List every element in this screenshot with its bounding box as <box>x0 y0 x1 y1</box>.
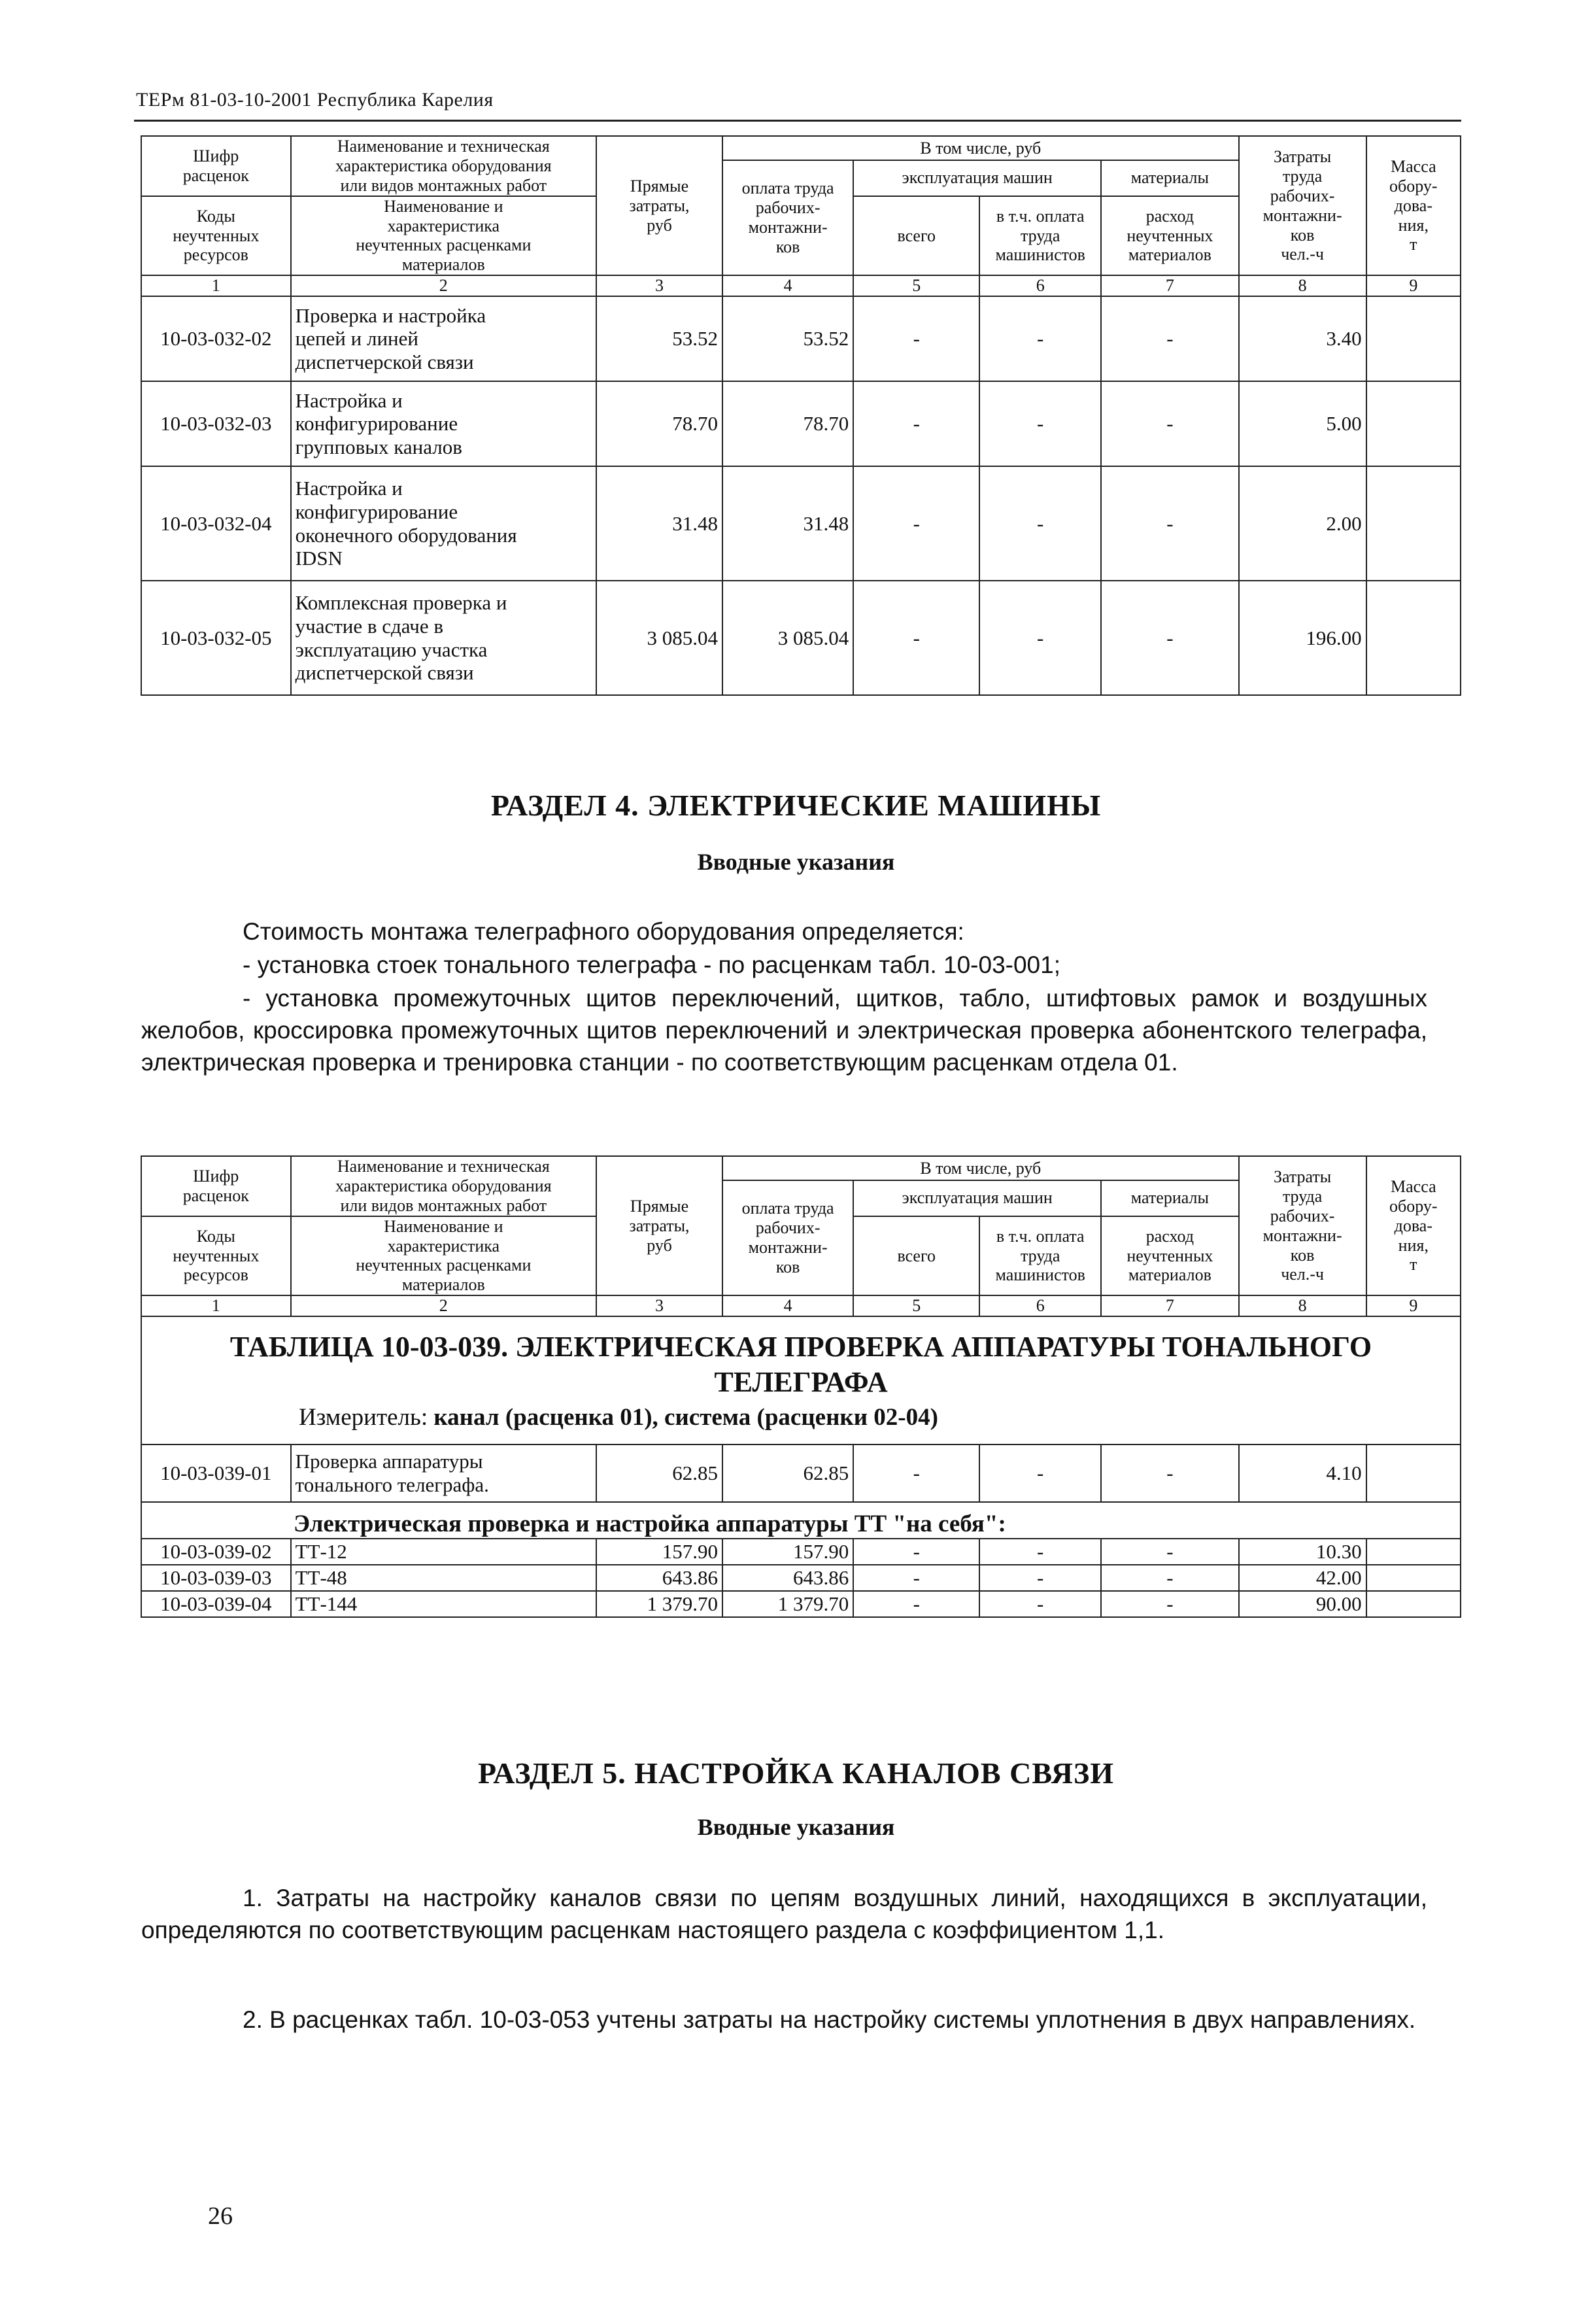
machinists-pay-cell: - <box>979 1444 1101 1502</box>
labor-hours-cell: 196.00 <box>1239 581 1366 695</box>
text-line: Коды <box>196 206 235 226</box>
table-row <box>141 1565 1461 1591</box>
text-line: Шифр <box>193 146 239 165</box>
table-title-block <box>141 1316 1461 1444</box>
direct-cost-cell: 78.70 <box>596 381 722 466</box>
section4-title: РАЗДЕЛ 4. ЭЛЕКТРИЧЕСКИЕ МАШИНЫ <box>490 789 1102 822</box>
materials-cell: - <box>1101 581 1238 695</box>
text-line: характеристика оборудования <box>335 156 552 175</box>
header-mass-cell <box>1366 136 1461 275</box>
column-number: 7 <box>1101 275 1238 296</box>
text-line: неучтенных <box>173 226 260 245</box>
header-materials-cell: материалы <box>1101 1180 1238 1216</box>
header-unaccounted-cell <box>1101 196 1238 276</box>
direct-cost-cell: 62.85 <box>596 1444 722 1502</box>
mass-cell <box>1366 1591 1461 1617</box>
text-line: в т.ч. оплата <box>996 1226 1085 1246</box>
text-line: неучтенных <box>1126 1246 1213 1265</box>
text-line: машинистов <box>995 1265 1085 1285</box>
text-line: монтажни- <box>748 218 828 237</box>
direct-cost-cell: 31.48 <box>596 466 722 581</box>
meter-value: канал (расценка 01), система (расценки 02-04) <box>433 1403 938 1431</box>
text-line: ков <box>775 1257 800 1276</box>
machines-total-cell: - <box>853 466 979 581</box>
text-line: Затраты <box>1273 146 1332 166</box>
header-machines-total-cell: всего <box>853 196 979 276</box>
machinists-pay-cell: - <box>979 1591 1101 1617</box>
text-line: руб <box>647 215 672 235</box>
machines-total-cell: - <box>853 1539 979 1565</box>
text-line: Наименование и техническая <box>337 137 550 156</box>
text-line: монтажни- <box>1262 205 1342 225</box>
text-line: машинистов <box>995 245 1085 265</box>
column-number: 6 <box>979 1295 1101 1316</box>
labor-cost-cell: 643.86 <box>722 1565 853 1591</box>
table-row <box>141 1591 1461 1617</box>
text-line: материалов <box>401 255 485 275</box>
labor-cost-cell: 62.85 <box>722 1444 853 1502</box>
header-machinists-cell <box>979 196 1101 276</box>
machines-total-cell: - <box>853 381 979 466</box>
labor-hours-cell: 3.40 <box>1239 296 1366 381</box>
text-line: расход <box>1145 206 1194 226</box>
column-number: 2 <box>291 275 596 296</box>
text-line: т <box>1410 1255 1417 1274</box>
column-number: 8 <box>1239 1295 1366 1316</box>
machinists-pay-cell: - <box>979 466 1101 581</box>
column-number: 2 <box>291 1295 596 1316</box>
labor-cost-cell: 78.70 <box>722 381 853 466</box>
table-body <box>141 1539 1461 1617</box>
labor-hours-cell: 5.00 <box>1239 381 1366 466</box>
header-machinists-cell <box>979 1216 1101 1296</box>
header-codes-cell <box>141 1216 291 1296</box>
materials-cell: - <box>1101 381 1238 466</box>
labor-hours-cell: 42.00 <box>1239 1565 1366 1591</box>
text-line: Наименование и техническая <box>337 1157 550 1176</box>
text-line: неучтенных <box>173 1246 260 1265</box>
text-line: Комплексная проверка и <box>295 591 507 615</box>
labor-cost-cell: 1 379.70 <box>722 1591 853 1617</box>
text-line: Затраты <box>1273 1167 1332 1186</box>
machines-total-cell: - <box>853 1591 979 1617</box>
section5-paragraph-2: 2. В расценках табл. 10-03-053 учтены затраты на настройку системы уплотнения в двух направлениях. <box>243 2006 1416 2033</box>
text-line: тонального телеграфа. <box>295 1473 489 1497</box>
text-line: рабочих- <box>755 198 821 218</box>
header-materials-name-cell <box>291 196 596 276</box>
column-number: 8 <box>1239 275 1366 296</box>
text-line: или видов монтажных работ <box>340 1195 547 1215</box>
mass-cell <box>1366 296 1461 381</box>
header-labor-cell <box>722 160 853 275</box>
column-number: 7 <box>1101 1295 1238 1316</box>
text-line: обору- <box>1389 1196 1438 1216</box>
text-line: Прямые <box>630 1196 689 1216</box>
labor-cost-cell: 3 085.04 <box>722 581 853 695</box>
text-line: рабочих- <box>755 1218 821 1238</box>
direct-cost-cell: 3 085.04 <box>596 581 722 695</box>
text-line: диспетчерской связи <box>295 661 474 685</box>
mass-cell <box>1366 581 1461 695</box>
text-line: оплата труда <box>741 1199 834 1218</box>
header-group-cell: В том числе, руб <box>722 136 1239 160</box>
work-name-cell: ТТ-144 <box>291 1591 596 1617</box>
machinists-pay-cell: - <box>979 1539 1101 1565</box>
text-line: в т.ч. оплата <box>996 206 1085 226</box>
text-line: материалов <box>1128 1265 1211 1285</box>
rates-table-039 <box>141 1155 1461 1618</box>
column-number: 5 <box>853 275 979 296</box>
text-line: Проверка и настройка <box>295 303 486 327</box>
text-line: расход <box>1145 1226 1194 1246</box>
text-line: ков <box>775 237 800 256</box>
table-header <box>141 136 1461 296</box>
text-line: оконечного оборудования <box>295 523 517 547</box>
machines-total-cell: - <box>853 1565 979 1591</box>
text-line: затраты, <box>629 196 690 215</box>
meter-line <box>155 1404 1447 1432</box>
text-line: труда <box>1020 1246 1060 1265</box>
machines-total-cell: - <box>853 296 979 381</box>
text-line: Проверка аппаратуры <box>295 1450 483 1473</box>
section4-paragraph-1: Стоимость монтажа телеграфного оборудования определяется: <box>243 918 964 945</box>
meter-label: Измеритель: <box>299 1403 428 1431</box>
text-line: ния, <box>1398 1235 1429 1255</box>
machinists-pay-cell: - <box>979 296 1101 381</box>
labor-hours-cell: 2.00 <box>1239 466 1366 581</box>
materials-cell: - <box>1101 466 1238 581</box>
rate-code-cell: 10-03-032-02 <box>141 296 291 381</box>
table-row <box>141 1539 1461 1565</box>
header-direct-cell <box>596 136 722 275</box>
text-line: рабочих- <box>1270 186 1335 205</box>
text-line: Коды <box>196 1226 235 1246</box>
materials-cell: - <box>1101 1539 1238 1565</box>
materials-cell: - <box>1101 296 1238 381</box>
text-line: Наименование и <box>384 196 503 216</box>
labor-hours-cell: 90.00 <box>1239 1591 1366 1617</box>
rates-table-032 <box>141 135 1461 696</box>
labor-hours-cell: 10.30 <box>1239 1539 1366 1565</box>
direct-cost-cell: 643.86 <box>596 1565 722 1591</box>
text-line: материалов <box>401 1275 485 1295</box>
header-machines-cell: эксплуатация машин <box>853 1180 1101 1216</box>
text-line: Настройка и <box>295 477 403 500</box>
table-row <box>141 381 1461 466</box>
table-row <box>141 1444 1461 1502</box>
header-machines-cell: эксплуатация машин <box>853 160 1101 196</box>
header-materials-name-cell <box>291 1216 596 1296</box>
header-direct-cell <box>596 1156 722 1295</box>
direct-cost-cell: 157.90 <box>596 1539 722 1565</box>
section4-paragraph-2: - установка стоек тонального телеграфа - по расценкам табл. 10-03-001; <box>243 951 1060 978</box>
header-code-cell <box>141 136 291 196</box>
machinists-pay-cell: - <box>979 581 1101 695</box>
table-title-line-1: ТАБЛИЦА 10-03-039. ЭЛЕКТРИЧЕСКАЯ ПРОВЕРКА АППАРАТУРЫ ТОНАЛЬНОГО <box>229 1330 1372 1363</box>
text-line: монтажни- <box>748 1238 828 1257</box>
rate-code-cell: 10-03-032-05 <box>141 581 291 695</box>
text-line: руб <box>647 1235 672 1255</box>
work-name-cell <box>291 581 596 695</box>
text-line: затраты, <box>629 1216 690 1235</box>
labor-cost-cell: 31.48 <box>722 466 853 581</box>
text-line: конфигурирование <box>295 412 458 436</box>
labor-cost-cell: 157.90 <box>722 1539 853 1565</box>
text-line: конфигурирование <box>295 500 458 523</box>
direct-cost-cell: 1 379.70 <box>596 1591 722 1617</box>
header-mass-cell <box>1366 1156 1461 1295</box>
text-line: характеристика <box>387 216 500 235</box>
subheading: Электрическая проверка и настройка аппаратуры ТТ "на себя": <box>294 1510 1006 1537</box>
column-number: 5 <box>853 1295 979 1316</box>
section5-subtitle: Вводные указания <box>697 1814 895 1840</box>
work-name-cell <box>291 296 596 381</box>
column-number: 3 <box>596 1295 722 1316</box>
column-number: 4 <box>722 275 853 296</box>
table-row <box>141 296 1461 381</box>
column-number: 1 <box>141 275 291 296</box>
work-name-cell <box>291 466 596 581</box>
column-number: 6 <box>979 275 1101 296</box>
table-row <box>141 466 1461 581</box>
header-labor-hours-cell <box>1239 1156 1366 1295</box>
rate-code-cell: 10-03-039-02 <box>141 1539 291 1565</box>
text-line: обору- <box>1389 176 1438 196</box>
text-line: ков <box>1290 1245 1315 1265</box>
header-materials-cell: материалы <box>1101 160 1238 196</box>
mass-cell <box>1366 381 1461 466</box>
header-codes-cell <box>141 196 291 276</box>
text-line: чел.-ч <box>1281 245 1325 264</box>
section5-title: РАЗДЕЛ 5. НАСТРОЙКА КАНАЛОВ СВЯЗИ <box>477 1756 1115 1790</box>
text-line: неучтенных <box>1126 226 1213 245</box>
text-line: ресурсов <box>183 245 248 265</box>
header-name-cell <box>291 1156 596 1216</box>
mass-cell <box>1366 1444 1461 1502</box>
text-line: характеристика <box>387 1236 500 1256</box>
table-header <box>141 1156 1461 1316</box>
text-line: Наименование и <box>384 1216 503 1236</box>
text-line: неучтенных расценками <box>356 235 532 255</box>
rate-code-cell: 10-03-032-04 <box>141 466 291 581</box>
text-line: Настройка и <box>295 388 403 412</box>
work-name-cell <box>291 381 596 466</box>
text-line: рабочих- <box>1270 1206 1335 1225</box>
table-row <box>141 581 1461 695</box>
machinists-pay-cell: - <box>979 381 1101 466</box>
machines-total-cell: - <box>853 581 979 695</box>
text-line: труда <box>1282 1186 1323 1206</box>
column-number: 4 <box>722 1295 853 1316</box>
header-labor-hours-cell <box>1239 136 1366 275</box>
text-line: материалов <box>1128 245 1211 265</box>
text-line: ния, <box>1398 215 1429 235</box>
header-machines-total-cell: всего <box>853 1216 979 1296</box>
subheading-block <box>141 1502 1461 1539</box>
text-line: Прямые <box>630 176 689 196</box>
section5-paragraph-1: 1. Затраты на настройку каналов связи по цепям воздушных линий, находящихся в эксплуатации, определяются по соответствующим расценкам настоящего раздела с коэффициентом 1,1. <box>141 1885 1427 1943</box>
mass-cell <box>1366 1565 1461 1591</box>
text-line: т <box>1410 235 1417 254</box>
header-code-cell <box>141 1156 291 1216</box>
column-number: 9 <box>1366 275 1461 296</box>
page-number: 26 <box>208 2202 233 2230</box>
text-line: монтажни- <box>1262 1225 1342 1245</box>
text-line: неучтенных расценками <box>356 1256 532 1275</box>
table-title-line-2: ТЕЛЕГРАФА <box>714 1365 888 1398</box>
machines-total-cell: - <box>853 1444 979 1502</box>
text-line: ков <box>1290 225 1315 245</box>
mass-cell <box>1366 466 1461 581</box>
labor-cost-cell: 53.52 <box>722 296 853 381</box>
text-line: труда <box>1020 226 1060 245</box>
text-line: или видов монтажных работ <box>340 175 547 195</box>
header-labor-cell <box>722 1180 853 1295</box>
labor-hours-cell: 4.10 <box>1239 1444 1366 1502</box>
text-line: Шифр <box>193 1166 239 1186</box>
text-line: диспетчерской связи <box>295 350 474 373</box>
section4-paragraph-3: - установка промежуточных щитов переключений, щитков, табло, штифтовых рамок и воздушных желобов, кроссировка промежуточных щитов переключений и электрическая проверка абонентского телеграфа, электрическая проверка и тренировка станции - по соответствующим расценкам отдела 01. <box>141 985 1427 1076</box>
header-unaccounted-cell <box>1101 1216 1238 1296</box>
text-line: расценок <box>182 1186 249 1205</box>
rate-code-cell: 10-03-039-01 <box>141 1444 291 1502</box>
text-line: характеристика оборудования <box>335 1176 552 1195</box>
rate-code-cell: 10-03-039-03 <box>141 1565 291 1591</box>
column-number: 3 <box>596 275 722 296</box>
header-rule <box>134 120 1461 122</box>
text-line: Масса <box>1391 156 1436 176</box>
text-line: оплата труда <box>741 179 834 198</box>
text-line: чел.-ч <box>1281 1265 1325 1284</box>
work-name-cell: ТТ-48 <box>291 1565 596 1591</box>
text-line: эксплуатацию участка <box>295 638 488 661</box>
work-name-cell: ТТ-12 <box>291 1539 596 1565</box>
column-number: 9 <box>1366 1295 1461 1316</box>
text-line: труда <box>1282 166 1323 186</box>
mass-cell <box>1366 1539 1461 1565</box>
text-line: ресурсов <box>183 1265 248 1285</box>
text-line: Масса <box>1391 1176 1436 1196</box>
rate-code-cell: 10-03-039-04 <box>141 1591 291 1617</box>
table-body <box>141 296 1461 695</box>
header-name-cell <box>291 136 596 196</box>
materials-cell: - <box>1101 1565 1238 1591</box>
direct-cost-cell: 53.52 <box>596 296 722 381</box>
text-line: групповых каналов <box>295 435 462 458</box>
materials-cell: - <box>1101 1444 1238 1502</box>
text-line: IDSN <box>295 547 343 570</box>
header-group-cell: В том числе, руб <box>722 1156 1239 1180</box>
text-line: дова- <box>1394 196 1432 215</box>
column-number: 1 <box>141 1295 291 1316</box>
work-name-cell <box>291 1444 596 1502</box>
section4-subtitle: Вводные указания <box>697 849 895 875</box>
materials-cell: - <box>1101 1591 1238 1617</box>
rate-code-cell: 10-03-032-03 <box>141 381 291 466</box>
machinists-pay-cell: - <box>979 1565 1101 1591</box>
text-line: участие в сдаче в <box>295 614 444 638</box>
text-line: дова- <box>1394 1216 1432 1235</box>
text-line: расценок <box>182 165 249 185</box>
table-body <box>141 1444 1461 1502</box>
text-line: цепей и линей <box>295 327 418 350</box>
running-header: ТЕРм 81-03-10-2001 Республика Карелия <box>136 89 494 111</box>
